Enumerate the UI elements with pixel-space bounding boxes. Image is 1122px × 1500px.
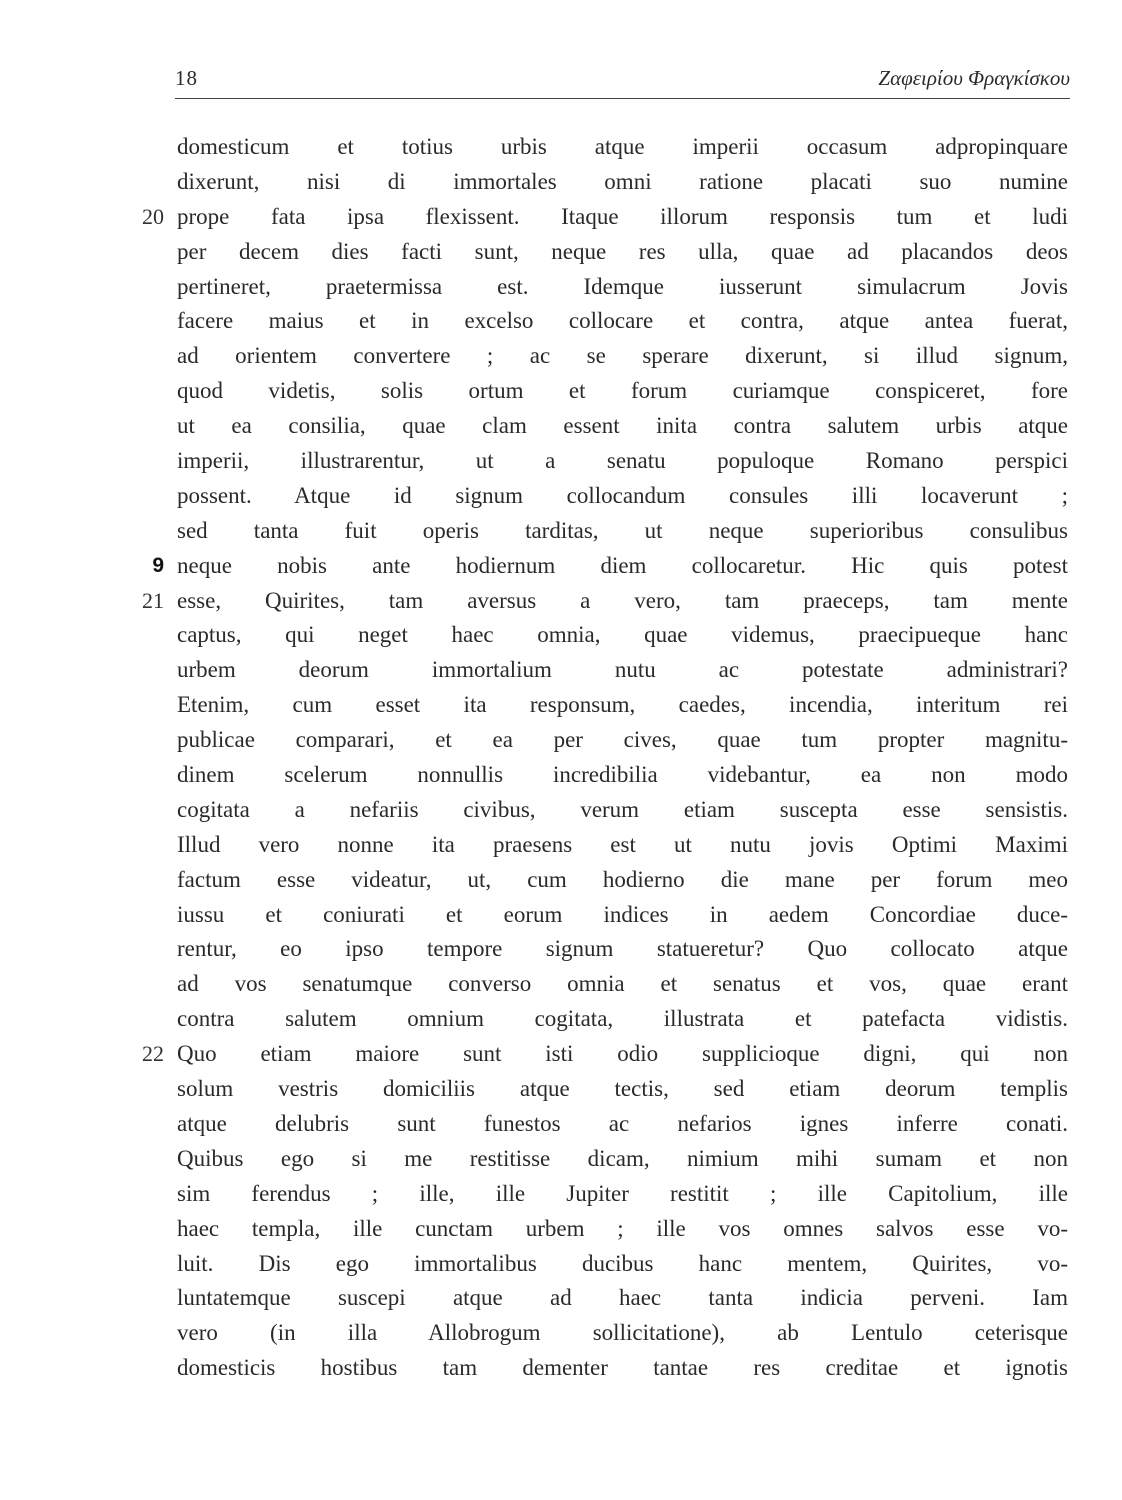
running-head: Ζαφειρίου Φραγκίσκου (878, 66, 1070, 90)
text-line (0, 863, 1122, 898)
line-text: Etenim, cum esset ita responsum, caedes, incendia, interitum rei (177, 692, 1068, 718)
margin-section-number: 22 (142, 1041, 164, 1067)
line-text: Illud vero nonne ita praesens est ut nutu jovis Optimi Maximi (177, 831, 1068, 857)
text-line (0, 1072, 1122, 1107)
text-line (0, 618, 1122, 653)
text-line (0, 1037, 1122, 1072)
line-text: ad vos senatumque converso omnia et senatus et vos, quae erant (177, 971, 1068, 997)
text-line (0, 828, 1122, 863)
line-text: sim ferendus ; ille, ille Jupiter restitit ; ille Capitolium, ille (177, 1180, 1068, 1206)
line-text: per decem dies facti sunt, neque res ulla, quae ad placandos deos (177, 238, 1068, 264)
text-line (0, 200, 1122, 235)
line-text: quod videtis, solis ortum et forum curiamque conspiceret, fore (177, 378, 1068, 404)
line-text: luntatemque suscepi atque ad haec tanta indicia perveni. Iam (177, 1285, 1068, 1311)
line-text: domesticis hostibus tam dementer tantae res creditae et ignotis (177, 1355, 1068, 1381)
text-line (0, 1177, 1122, 1212)
line-text: sed tanta fuit operis tarditas, ut neque superioribus consulibus (177, 517, 1068, 543)
line-text: facere maius et in excelso collocare et contra, atque antea fuerat, (177, 308, 1068, 334)
line-text: Quibus ego si me restitisse dicam, nimium mihi sumam et non (177, 1145, 1068, 1171)
text-line (0, 235, 1122, 270)
text-line (0, 374, 1122, 409)
line-text: possent. Atque id signum collocandum consules illi locaverunt ; (177, 482, 1068, 508)
line-text: pertineret, praetermissa est. Idemque iusserunt simulacrum Jovis (177, 273, 1068, 299)
text-line (0, 1142, 1122, 1177)
line-text: publicae comparari, et ea per cives, quae tum propter magnitu- (177, 727, 1068, 753)
text-line (0, 758, 1122, 793)
text-line (0, 165, 1122, 200)
text-line (0, 723, 1122, 758)
line-text: imperii, illustrarentur, ut a senatu populoque Romano perspici (177, 448, 1068, 474)
line-text: prope fata ipsa flexissent. Itaque illorum responsis tum et ludi (177, 203, 1068, 229)
page-header (175, 66, 1070, 100)
line-text: factum esse videatur, ut, cum hodierno die mane per forum meo (177, 866, 1068, 892)
text-line (0, 1351, 1122, 1386)
line-text: vero (in illa Allobrogum sollicitatione), ab Lentulo ceterisque (177, 1320, 1068, 1346)
margin-section-number: 9 (152, 553, 164, 577)
text-line (0, 584, 1122, 619)
line-text: luit. Dis ego immortalibus ducibus hanc mentem, Quirites, vo- (177, 1250, 1068, 1276)
line-text: ad orientem convertere ; ac se sperare dixerunt, si illud signum, (177, 343, 1068, 369)
line-text: domesticum et totius urbis atque imperii occasum adpropinquare (177, 134, 1068, 159)
line-text: contra salutem omnium cogitata, illustrata et patefacta vidistis. (177, 1006, 1068, 1032)
text-line (0, 339, 1122, 374)
line-text: haec templa, ille cunctam urbem ; ille vos omnes salvos esse vo- (177, 1215, 1068, 1241)
text-line (0, 793, 1122, 828)
text-line (0, 1281, 1122, 1316)
text-line (0, 653, 1122, 688)
page-number: 18 (175, 66, 198, 90)
line-text: ut ea consilia, quae clam essent inita contra salutem urbis atque (177, 413, 1068, 439)
line-text: urbem deorum immortalium nutu ac potestate administrari? (177, 657, 1068, 683)
text-line (0, 967, 1122, 1002)
line-text: captus, qui neget haec omnia, quae videmus, praecipueque hanc (177, 622, 1068, 648)
line-text: esse, Quirites, tam aversus a vero, tam praeceps, tam mente (177, 587, 1068, 613)
line-text: neque nobis ante hodiernum diem collocaretur. Hic quis potest (177, 552, 1068, 578)
text-line (0, 549, 1122, 584)
line-text: dixerunt, nisi di immortales omni ratione placati suo numine (177, 168, 1068, 194)
text-line (0, 1212, 1122, 1247)
text-line (0, 898, 1122, 933)
text-line (0, 479, 1122, 514)
line-text: solum vestris domiciliis atque tectis, sed etiam deorum templis (177, 1076, 1068, 1102)
header-rule (175, 98, 1070, 99)
text-line (0, 1247, 1122, 1282)
text-line (0, 270, 1122, 305)
latin-text-body (0, 130, 1122, 1386)
line-text: cogitata a nefariis civibus, verum etiam suscepta esse sensistis. (177, 796, 1068, 822)
line-text: iussu et coniurati et eorum indices in aedem Concordiae duce- (177, 901, 1068, 927)
line-text: atque delubris sunt funestos ac nefarios ignes inferre conati. (177, 1110, 1068, 1136)
line-text: rentur, eo ipso tempore signum statueretur? Quo collocato atque (177, 936, 1068, 962)
margin-section-number: 20 (142, 203, 164, 229)
text-line (0, 1002, 1122, 1037)
text-line (0, 444, 1122, 479)
text-line (0, 409, 1122, 444)
line-text: Quo etiam maiore sunt isti odio supplicioque digni, qui non (177, 1041, 1068, 1067)
text-line (0, 514, 1122, 549)
text-line (0, 932, 1122, 967)
text-line (0, 688, 1122, 723)
text-line (0, 304, 1122, 339)
margin-section-number: 21 (142, 587, 164, 613)
text-line (0, 1107, 1122, 1142)
line-text: dinem scelerum nonnullis incredibilia videbantur, ea non modo (177, 762, 1068, 788)
text-line (0, 130, 1122, 165)
text-line (0, 1316, 1122, 1351)
